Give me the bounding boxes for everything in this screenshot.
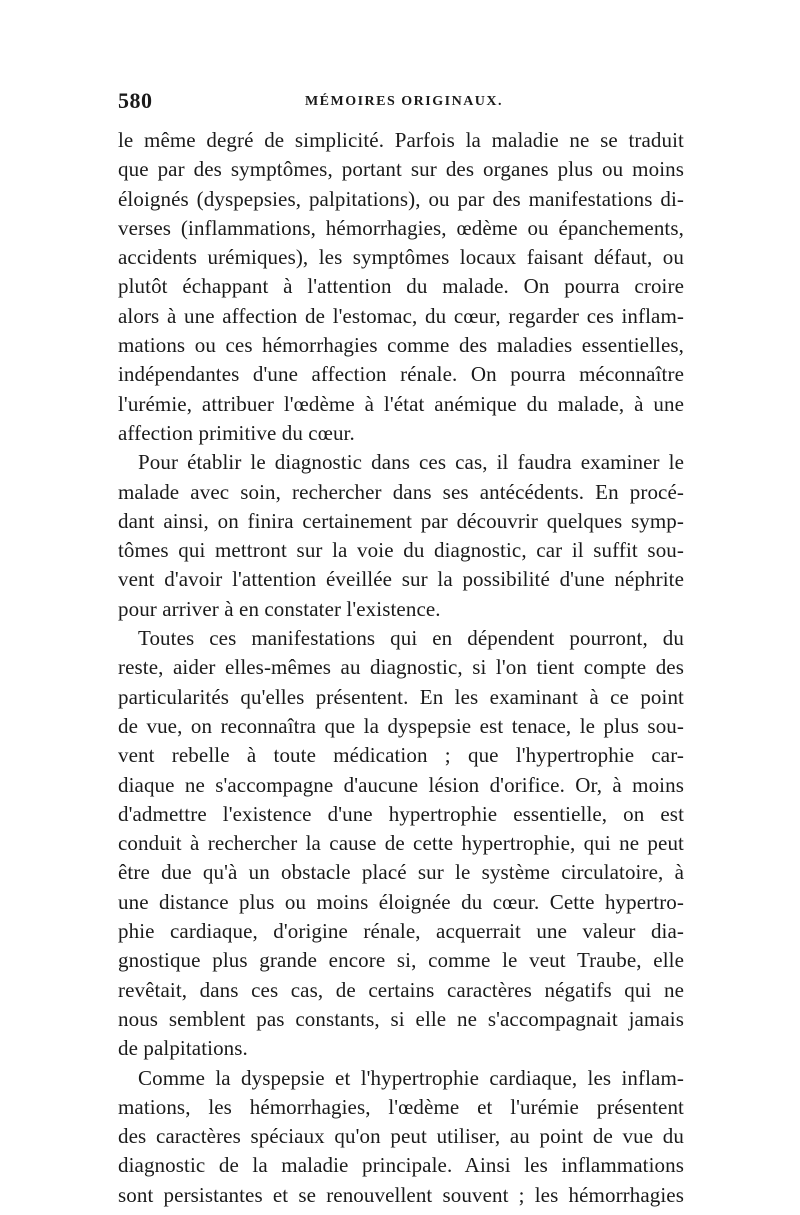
text-line: Pour établir le diagnostic dans ces cas, il faudra examiner le bbox=[138, 450, 684, 475]
running-title: MÉMOIRES ORIGINAUX. bbox=[304, 94, 504, 109]
text-line: des caractères spéciaux qu'on peut utiliser, au point de vue du bbox=[118, 1124, 684, 1149]
body-text bbox=[118, 126, 684, 1210]
text-line: Comme la dyspepsie et l'hypertrophie cardiaque, les inflam- bbox=[138, 1065, 684, 1090]
text-line: une distance plus ou moins éloignée du cœur. Cette hypertro- bbox=[118, 889, 684, 914]
text-line: diagnostic de la maladie principale. Ainsi les inflammations bbox=[118, 1153, 684, 1178]
text-line: reste, aider elles-mêmes au diagnostic, si l'on tient compte des bbox=[118, 655, 684, 680]
text-line: éloignés (dyspepsies, palpitations), ou par des manifestations di- bbox=[118, 186, 684, 211]
text-line: alors à une affection de l'estomac, du cœur, regarder ces inflam- bbox=[118, 303, 684, 328]
text-line: conduit à rechercher la cause de cette hypertrophie, qui ne peut bbox=[118, 831, 684, 856]
text-line: verses (inflammations, hémorrhagies, œdème ou épanchements, bbox=[118, 215, 684, 240]
text-line: gnostique plus grande encore si, comme le veut Traube, elle bbox=[118, 948, 684, 973]
text-line: particularités qu'elles présentent. En les examinant à ce point bbox=[118, 684, 684, 709]
text-line: accidents urémiques), les symptômes locaux faisant défaut, ou bbox=[118, 245, 684, 270]
text-line: indépendantes d'une affection rénale. On pourra méconnaître bbox=[118, 362, 684, 387]
page-number: 580 bbox=[118, 88, 153, 113]
text-line: revêtait, dans ces cas, de certains caractères négatifs qui ne bbox=[118, 977, 684, 1002]
text-line: de vue, on reconnaîtra que la dyspepsie est tenace, le plus sou- bbox=[118, 713, 684, 738]
text-line: dant ainsi, on finira certainement par découvrir quelques symp- bbox=[118, 508, 684, 533]
text-line: nous semblent pas constants, si elle ne s'accompagnait jamais bbox=[118, 1006, 684, 1031]
text-line: mations, les hémorrhagies, l'œdème et l'urémie présentent bbox=[118, 1094, 684, 1119]
text-line: de palpitations. bbox=[118, 1036, 248, 1061]
text-line: diaque ne s'accompagne d'aucune lésion d'orifice. Or, à moins bbox=[118, 772, 684, 797]
text-line: tômes qui mettront sur la voie du diagnostic, car il suffit sou- bbox=[118, 538, 684, 563]
text-line: vent rebelle à toute médication ; que l'hypertrophie car- bbox=[118, 743, 684, 768]
text-line: que par des symptômes, portant sur des organes plus ou moins bbox=[118, 157, 684, 182]
text-line: le même degré de simplicité. Parfois la maladie ne se traduit bbox=[118, 128, 684, 152]
text-line: vent d'avoir l'attention éveillée sur la possibilité d'une néphrite bbox=[118, 567, 684, 592]
text-line: plutôt échappant à l'attention du malade. On pourra croire bbox=[118, 274, 684, 299]
text-line: Toutes ces manifestations qui en dépendent pourront, du bbox=[138, 626, 684, 651]
text-line: être due qu'à un obstacle placé sur le système circulatoire, à bbox=[118, 860, 684, 885]
text-line: mations ou ces hémorrhagies comme des maladies essentielles, bbox=[118, 333, 684, 358]
text-line: d'admettre l'existence d'une hypertrophie essentielle, on est bbox=[118, 801, 684, 826]
text-line: malade avec soin, rechercher dans ses antécédents. En procé- bbox=[118, 479, 684, 504]
text-line: l'urémie, attribuer l'œdème à l'état anémique du malade, à une bbox=[118, 391, 684, 416]
text-line: sont persistantes et se renouvellent souvent ; les hémorrhagies bbox=[118, 1182, 684, 1207]
text-line: pour arriver à en constater l'existence. bbox=[118, 596, 441, 621]
running-head bbox=[118, 88, 690, 118]
text-line: phie cardiaque, d'origine rénale, acquerrait une valeur dia- bbox=[118, 919, 684, 944]
text-line: affection primitive du cœur. bbox=[118, 420, 355, 445]
